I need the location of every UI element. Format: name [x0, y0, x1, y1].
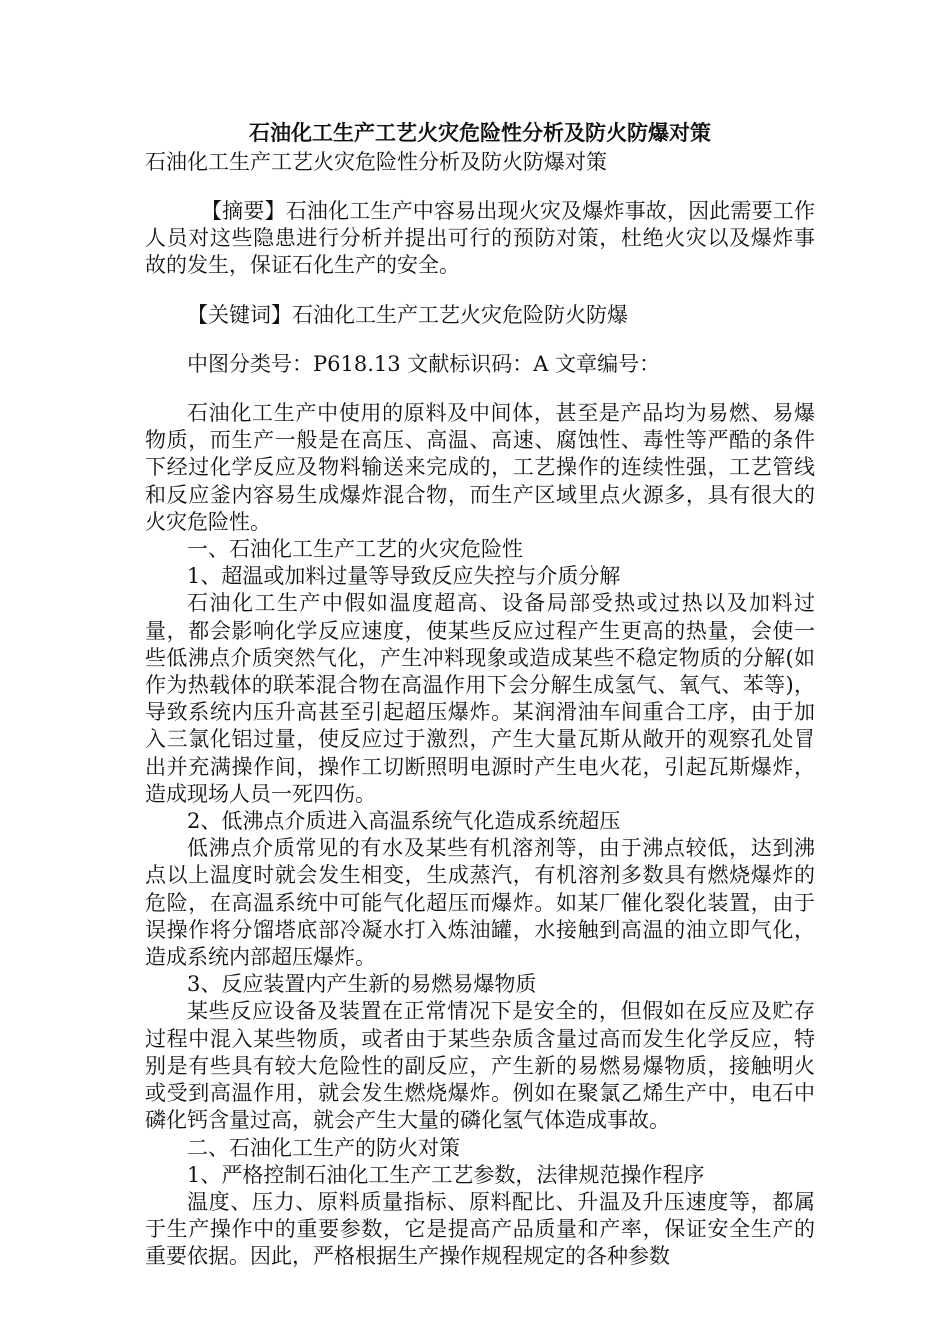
subsection-heading-1-2: 2、低沸点介质进入高温系统气化造成系统超压: [187, 809, 621, 834]
body-paragraph: 石油化工生产中假如温度超高、设备局部受热或过热以及加料过量，都会影响化学反应速度，使某些反应过程产生更高的热量，会使一些低沸点介质突然气化，产生冲料现象或造成某些不稳定物质的分解(如作为热载体的联苯混合物在高温作用下会分解生成氢气、氧气、苯等)，导致系统内压升高甚至引起超压爆炸。某润滑油车间重合工序，由于加入三氯化铝过量，使反应过于激烈，产生大量瓦斯从敞开的观察孔处冒出并充满操作间，操作工切断照明电源时产生电火花，引起瓦斯爆炸，造成现场人员一死四伤。: [145, 591, 815, 806]
subsection-heading-2-1: 1、严格控制石油化工生产工艺参数，法律规范操作程序: [187, 1162, 705, 1187]
body-paragraph: 某些反应设备及装置在正常情况下是安全的，但假如在反应及贮存过程中混入某些物质，或者由于某些杂质含量过高而发生化学反应，特别是有些具有较大危险性的副反应，产生新的易燃易爆物质，接触明火或受到高温作用，就会发生燃烧爆炸。例如在聚氯乙烯生产中，电石中磷化钙含量过高，就会产生大量的磷化氢气体造成事故。: [145, 999, 815, 1133]
section-heading-2: 二、石油化工生产的防火对策: [187, 1135, 460, 1160]
section-heading-1: 一、石油化工生产工艺的火灾危险性: [187, 537, 523, 562]
body-paragraph: 低沸点介质常见的有水及某些有机溶剂等，由于沸点较低，达到沸点以上温度时就会发生相变，生成蒸汽，有机溶剂多数具有燃烧爆炸的危险，在高温系统中可能气化超压而爆炸。如某厂催化裂化装置，由于误操作将分馏塔底部冷凝水打入炼油罐，水接触到高温的油立即气化，造成系统内部超压爆炸。: [145, 836, 815, 970]
classification-paragraph: 中图分类号：P618.13 文献标识码：A 文章编号：: [187, 351, 661, 376]
document-subtitle: 石油化工生产工艺火灾危险性分析及防火防爆对策: [145, 150, 607, 174]
document-title: 石油化工生产工艺火灾危险性分析及防火防爆对策: [249, 120, 711, 145]
body-paragraph: 温度、压力、原料质量指标、原料配比、升温及升压速度等，都属于生产操作中的重要参数，它是提高产品质量和产率，保证安全生产的重要依据。因此，严格根据生产操作规程规定的各种参数: [145, 1189, 815, 1269]
document-page: [145, 118, 815, 1271]
subsection-heading-1-1: 1、超温或加料过量等导致反应失控与介质分解: [187, 564, 621, 589]
abstract-paragraph: 【摘要】石油化工生产中容易出现火灾及爆炸事故，因此需要工作人员对这些隐患进行分析并提出可行的预防对策，杜绝火灾以及爆炸事故的发生，保证石化生产的安全。: [145, 199, 815, 278]
intro-paragraph: 石油化工生产中使用的原料及中间体，甚至是产品均为易燃、易爆物质，而生产一般是在高压、高温、高速、腐蚀性、毒性等严酷的条件下经过化学反应及物料输送来完成的，工艺操作的连续性强，工艺管线和反应釜内容易生成爆炸混合物，而生产区域里点火源多，具有很大的火灾危险性。: [145, 401, 815, 534]
subsection-heading-1-3: 3、反应装置内产生新的易燃易爆物质: [187, 972, 537, 997]
keywords-paragraph: 【关键词】石油化工生产工艺火灾危险防火防爆: [187, 302, 628, 327]
